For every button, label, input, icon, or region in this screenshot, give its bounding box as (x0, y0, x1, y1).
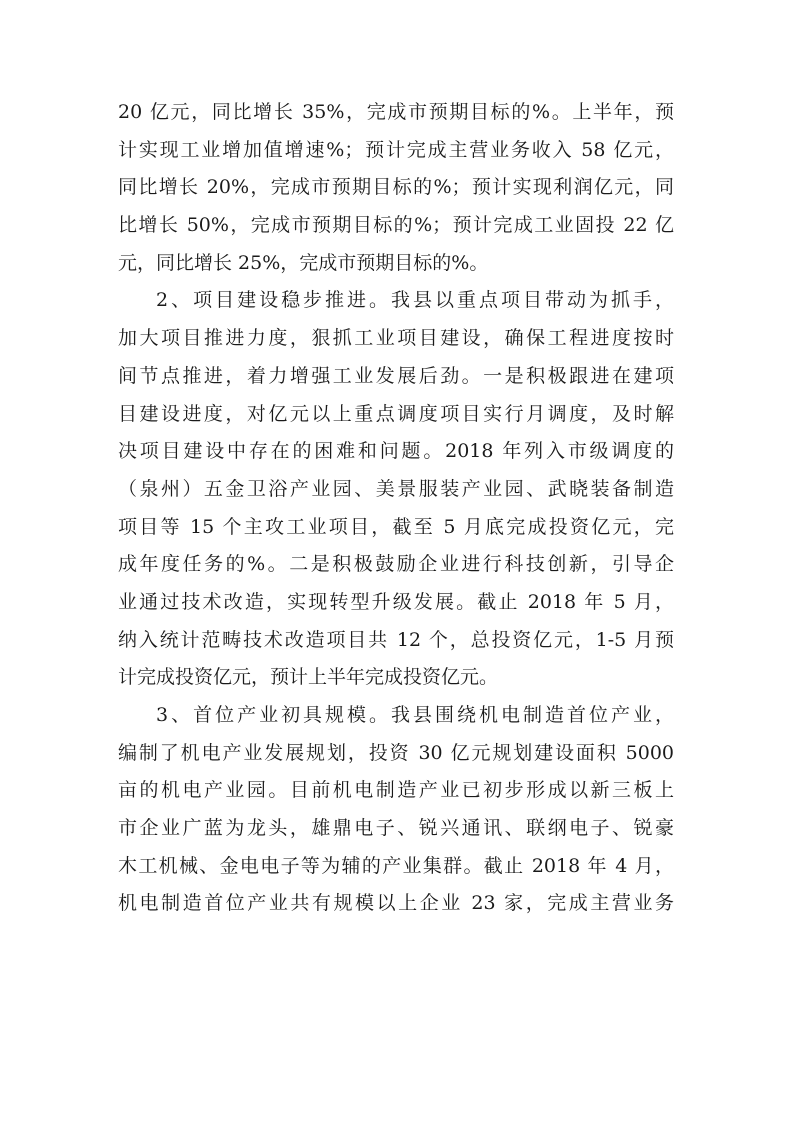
text-line: （泉州）五金卫浴产业园、美景服装产业园、武晓装备制造 (118, 477, 674, 500)
text-line: 3、首位产业初具规模。我县围绕机电制造首位产业， (156, 704, 674, 726)
text-line: 20 亿元，同比增长 35%，完成市预期目标的%。上半年，预 (118, 101, 674, 123)
text-line: 编制了机电产业发展规划，投资 30 亿元规划建设面积 5000 (118, 741, 674, 764)
text-line: 机电制造首位产业共有规模以上企业 23 家，完成主营业务 (118, 892, 674, 915)
text-line: 同比增长 20%，完成市预期目标的%；预计实现利润亿元，同 (118, 176, 674, 199)
text-line: 间节点推进，着力增强工业发展后劲。一是积极跟进在建项 (118, 364, 674, 387)
text-line: 纳入统计范畴技术改造项目共 12 个，总投资亿元，1-5 月预 (118, 628, 674, 651)
text-line: 成年度任务的%。二是积极鼓励企业进行科技创新，引导企 (118, 553, 674, 576)
text-line: 目建设进度，对亿元以上重点调度项目实行月调度，及时解 (118, 402, 674, 425)
document-body (118, 94, 674, 923)
text-line: 计完成投资亿元，预计上半年完成投资亿元。 (118, 666, 499, 689)
text-line: 元，同比增长 25%，完成市预期目标的%。 (118, 251, 489, 274)
text-line: 2、项目建设稳步推进。我县以重点项目带动为抓手， (156, 289, 674, 312)
text-line: 木工机械、金电电子等为辅的产业集群。截止 2018 年 4 月， (118, 854, 674, 877)
text-line: 亩的机电产业园。目前机电制造产业已初步形成以新三板上 (118, 779, 674, 802)
text-line: 市企业广蓝为龙头，雄鼎电子、锐兴通讯、联纲电子、锐豪 (118, 817, 674, 840)
text-line: 计实现工业增加值增速%；预计完成主营业务收入 58 亿元， (118, 138, 674, 161)
text-line: 项目等 15 个主攻工业项目，截至 5 月底完成投资亿元，完 (118, 515, 674, 538)
text-line: 比增长 50%，完成市预期目标的%；预计完成工业固投 22 亿 (118, 214, 674, 237)
text-line: 加大项目推进力度，狠抓工业项目建设，确保工程进度按时 (118, 327, 674, 350)
text-line: 业通过技术改造，实现转型升级发展。截止 2018 年 5 月， (118, 590, 674, 613)
text-line: 决项目建设中存在的困难和问题。2018 年列入市级调度的 (118, 440, 674, 463)
